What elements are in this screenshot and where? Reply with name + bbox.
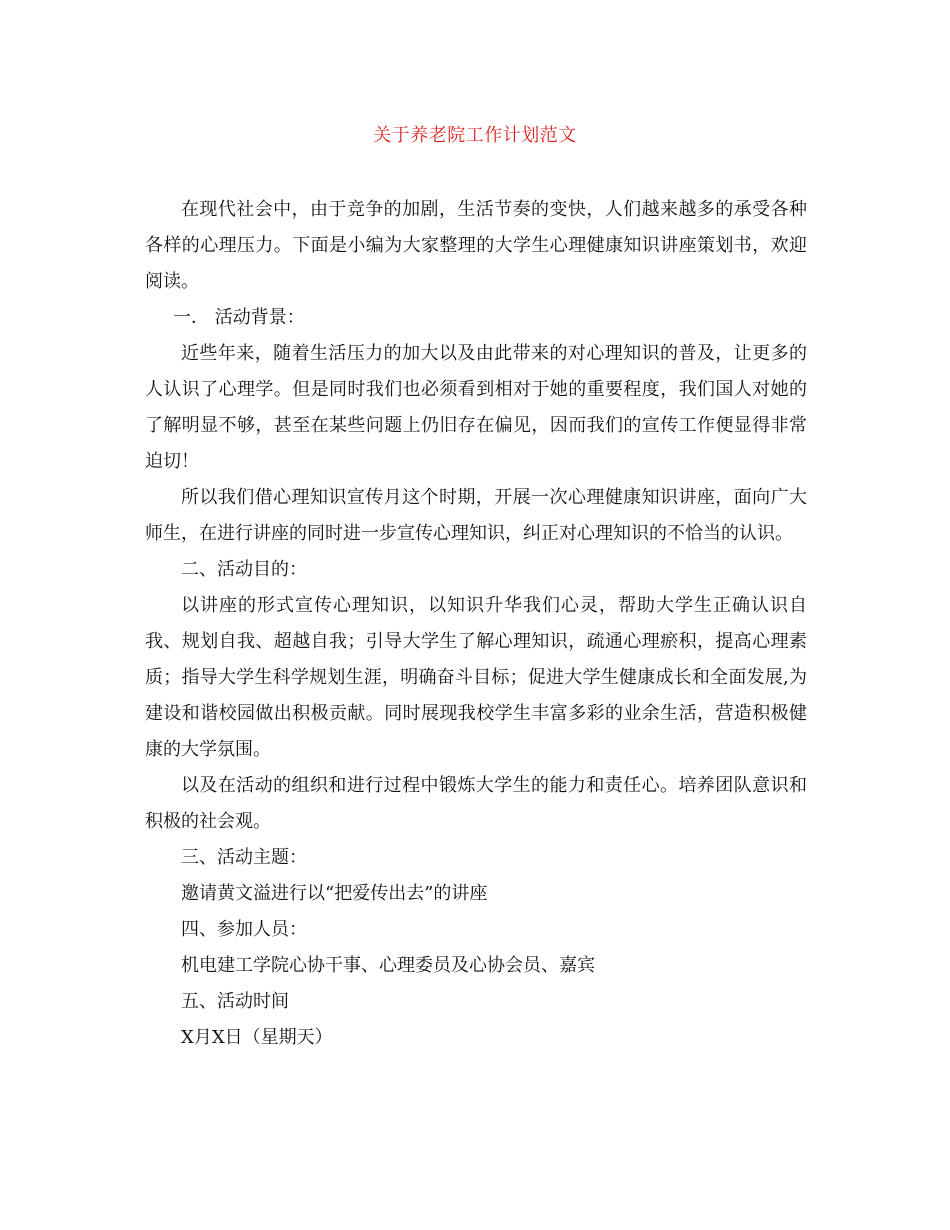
section-heading-background: 一． 活动背景：	[173, 307, 305, 328]
section-heading-time: 五、活动时间	[181, 991, 289, 1012]
paragraph-background-2: 所以我们借心理知识宣传月这个时期，开展一次心理健康知识讲座，面向广大师生，在进行讲座的同时进一步宣传心理知识，纠正对心理知识的不恰当的认识。	[145, 487, 807, 544]
document-title: 关于养老院工作计划范文	[373, 125, 577, 146]
paragraph-background: 近些年来，随着生活压力的加大以及由此带来的对心理知识的普及，让更多的人认识了心理学。但是同时我们也必须看到相对于她的重要程度，我们国人对她的了解明显不够，甚至在某些问题上仍旧存在偏见，因而我们的宣传工作便显得非常迫切！	[145, 343, 807, 472]
paragraph-time: X月X日（星期天）	[181, 1027, 333, 1048]
paragraph-intro: 在现代社会中，由于竞争的加剧，生活节奏的变快，人们越来越多的承受各种各样的心理压力。下面是小编为大家整理的大学生心理健康知识讲座策划书，欢迎阅读。	[145, 199, 807, 292]
paragraph-purpose: 以讲座的形式宣传心理知识，以知识升华我们心灵，帮助大学生正确认识自我、规划自我、超越自我；引导大学生了解心理知识，疏通心理瘀积，提高心理素质；指导大学生科学规划生涯，明确奋斗目标；促进大学生健康成长和全面发展,为建设和谐校园做出积极贡献。同时展现我校学生丰富多彩的业余生活，营造积极健康的大学氛围。	[145, 595, 807, 760]
section-heading-purpose: 二、活动目的：	[181, 559, 307, 580]
section-heading-theme: 三、活动主题：	[181, 847, 307, 868]
section-heading-participants: 四、参加人员：	[181, 919, 307, 940]
paragraph-theme: 邀请黄文溢进行以“把爱传出去”的讲座	[181, 883, 488, 904]
paragraph-participants: 机电建工学院心协干事、心理委员及心协会员、嘉宾	[181, 955, 595, 976]
paragraph-purpose-2: 以及在活动的组织和进行过程中锻炼大学生的能力和责任心。培养团队意识和积极的社会观。	[145, 775, 807, 832]
document-body	[145, 192, 807, 1056]
